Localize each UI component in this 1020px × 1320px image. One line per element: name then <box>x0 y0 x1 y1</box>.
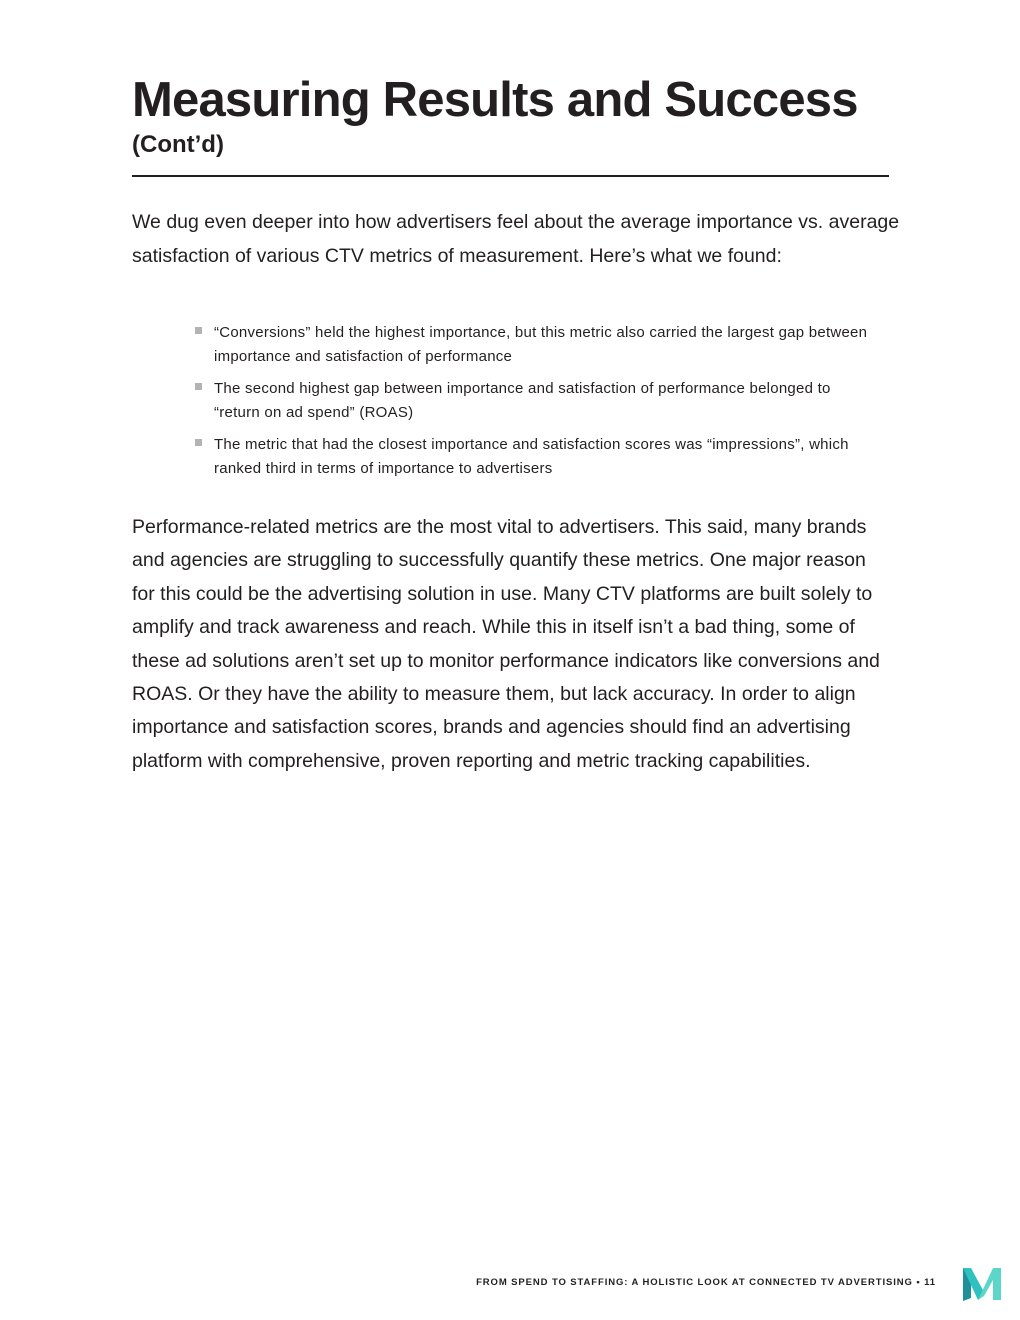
list-item-text: “Conversions” held the highest importance, but this metric also carried the largest gap between importance and satisfaction of performance <box>214 324 868 365</box>
page-subtitle: (Cont’d) <box>132 131 224 158</box>
page-title: Measuring Results and Success <box>132 73 858 127</box>
body-paragraph: Performance-related metrics are the most vital to advertisers. This said, many brands and agencies are struggling to successfully quantify these metrics. One major reason for this could be the advertising solution in use. Many CTV platforms are built solely to amplify and track awareness and reach. While this in itself isn’t a bad thing, some of these ad solutions aren’t set up to monitor performance indicators like conversions and ROAS. Or they have the ability to measure them, but lack accuracy. In order to align importance and satisfaction scores, brands and agencies should find an advertising platform with comprehensive, proven reporting and metric tracking capabilities. <box>132 516 880 772</box>
intro-paragraph: We dug even deeper into how advertisers feel about the average importance vs. average satisfaction of various CTV metrics of measurement. Here’s what we found: <box>132 211 900 267</box>
logo-right-stroke <box>978 1268 1001 1300</box>
list-item <box>193 377 873 424</box>
square-bullet-icon <box>195 439 202 446</box>
brand-m-logo-icon <box>962 1266 1002 1302</box>
title-divider <box>132 175 889 177</box>
square-bullet-icon <box>195 383 202 390</box>
list-item-text: The metric that had the closest importance and satisfaction scores was “impressions”, which ranked third in terms of importance to advertisers <box>214 436 849 477</box>
square-bullet-icon <box>195 327 202 334</box>
list-item-text: The second highest gap between importance and satisfaction of performance belonged to “return on ad spend” (ROAS) <box>214 380 831 421</box>
findings-list <box>193 321 873 489</box>
list-item <box>193 433 873 480</box>
list-item <box>193 321 873 368</box>
footer-text: FROM SPEND TO STAFFING: A HOLISTIC LOOK AT CONNECTED TV ADVERTISING • 11 <box>476 1277 936 1288</box>
